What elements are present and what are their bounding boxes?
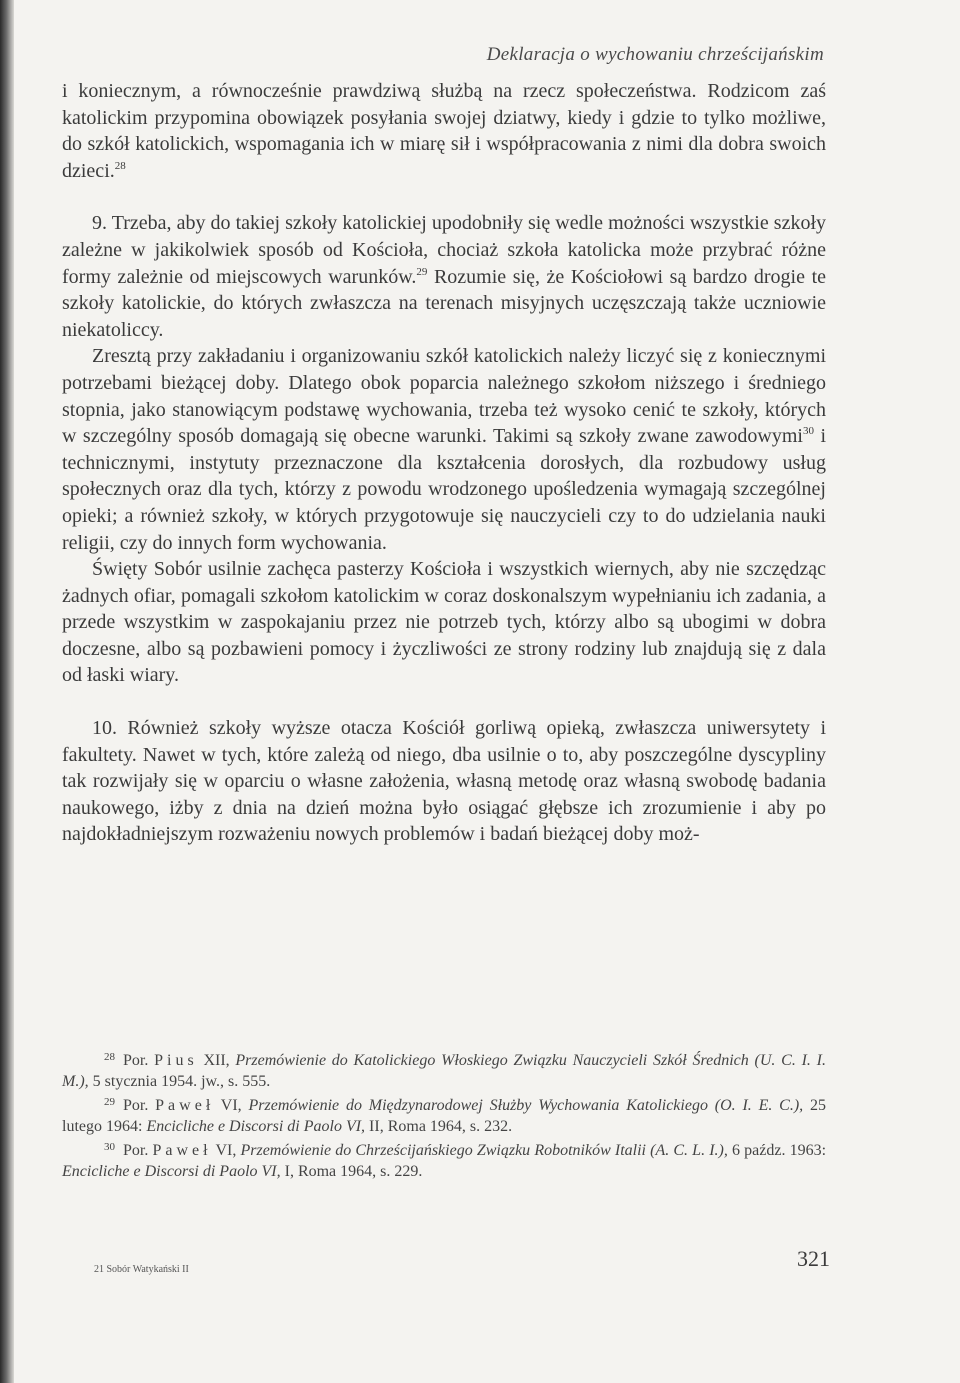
footnote-ref-29: 29 [416, 265, 428, 278]
paragraph-council: Święty Sobór usilnie zachęca pasterzy Kościoła i wszystkich wiernych, aby nie szczędząc żadnych ofiar, pomagali szkołom katolickim w coraz doskonalszym wypełnianiu ich zadania, a przede wszystkim w zaspokajaniu przez nie potrzeb tych, którzy albo są ubogimi w dobra doczesne, albo są pozbawieni pomocy i życzliwości ze strony rodziny lub znajdują się z dala od łaski wiary. [62, 558, 826, 687]
body-text [62, 78, 826, 848]
footnote-28: $^{28}$ Por. Pius XII, Przemówienie do Katolickiego Włoskiego Związku Nauczycieli Szkół Średnich (U. C. I. I. M.), 5 stycznia 1954. jw., s. 555. [62, 1051, 826, 1090]
footnotes [62, 1047, 826, 1182]
page-number: 321 [797, 1246, 830, 1271]
footnote-29: $^{29}$ Por. Paweł VI, Przemówienie do Międzynarodowej Służby Wychowania Katolickiego (O. I. E. C.), 25 lutego 1964: Encicliche e Discorsi di Paolo VI, II, Roma 1964, s. 232. [62, 1096, 826, 1135]
printer-signature: 21 Sobór Watykański II [94, 1264, 189, 1275]
footnote-ref-28: 28 [114, 159, 126, 172]
footnote-ref-30: 30 [802, 425, 814, 438]
paragraph-schools: Zresztą przy zakładaniu i organizowaniu szkół katolickich należy liczyć się z koniecznymi potrzebami bieżącej doby. Dlatego obok poparcia należnego szkołom niższego i średniego stopnia, jako stanowiącym podstawę wychowania, trzeba też wysoko cenić te szkoły, których w szczególny sposób domagają się obecne warunki. Takimi są szkoły zwane zawodowymi$^{30}$ i technicznymi, instytuty przeznaczone dla kształcenia dorosłych, dla rozbudowy usług społecznych oraz dla tych, którzy z powodu wrodzonego upośledzenia wymagają szczególnej opieki; a również szkoły, w których przygotowuje się nauczycieli czy to do udzielania nauki religii, czy do innych form wychowania. [62, 345, 827, 554]
binding-shadow [0, 0, 14, 1383]
paragraph-continuation: i koniecznym, a równocześnie prawdziwą służbą na rzecz społeczeństwa. Rodzicom zaś katolickim przypomina obowiązek posyłania swojej dziatwy, kiedy i gdzie to tylko możliwe, do szkół katolickich, wspomagania ich w miarę sił i współpracowania z nimi dla dobra swoich dzieci.$^{28}$ [62, 80, 826, 182]
paragraph-9: 9. Trzeba, aby do takiej szkoły katolickiej upodobniły się wedle możności wszystkie szkoły zależne w jakikolwiek sposób od Kościoła, chociaż szkoła katolicka może przybrać różne formy zależnie od miejscowych warunków.$^{29}$ Rozumie się, że Kościołowi są bardzo drogie te szkoły katolickie, do których zwłaszcza na terenach misyjnych uczęszczają także uczniowie niekatoliccy. [62, 212, 827, 341]
paragraph-10: 10. Również szkoły wyższe otacza Kościół gorliwą opieką, zwłaszcza uniwersytety i fakultety. Nawet w tych, które zależą od niego, dba usilnie o to, aby poszczególne dyscypliny tak rozwijały się w oparciu o własne założenia, własną metodę oraz własną swobodę badania naukowego, iżby z dnia na dzień można było osiągać głębsze ich zrozumienie i aby po najdokładniejszym rozważeniu nowych problemów i badań bieżącej doby moż- [62, 717, 826, 846]
running-title: Deklaracja o wychowaniu chrześcijańskim [486, 44, 824, 65]
footnote-30: $^{30}$ Por. Paweł VI, Przemówienie do Chrześcijańskiego Związku Robotników Italii (A. C. L. I.), 6 paźdz. 1963: Encicliche e Discorsi di Paolo VI, I, Roma 1964, s. 229. [62, 1141, 827, 1180]
